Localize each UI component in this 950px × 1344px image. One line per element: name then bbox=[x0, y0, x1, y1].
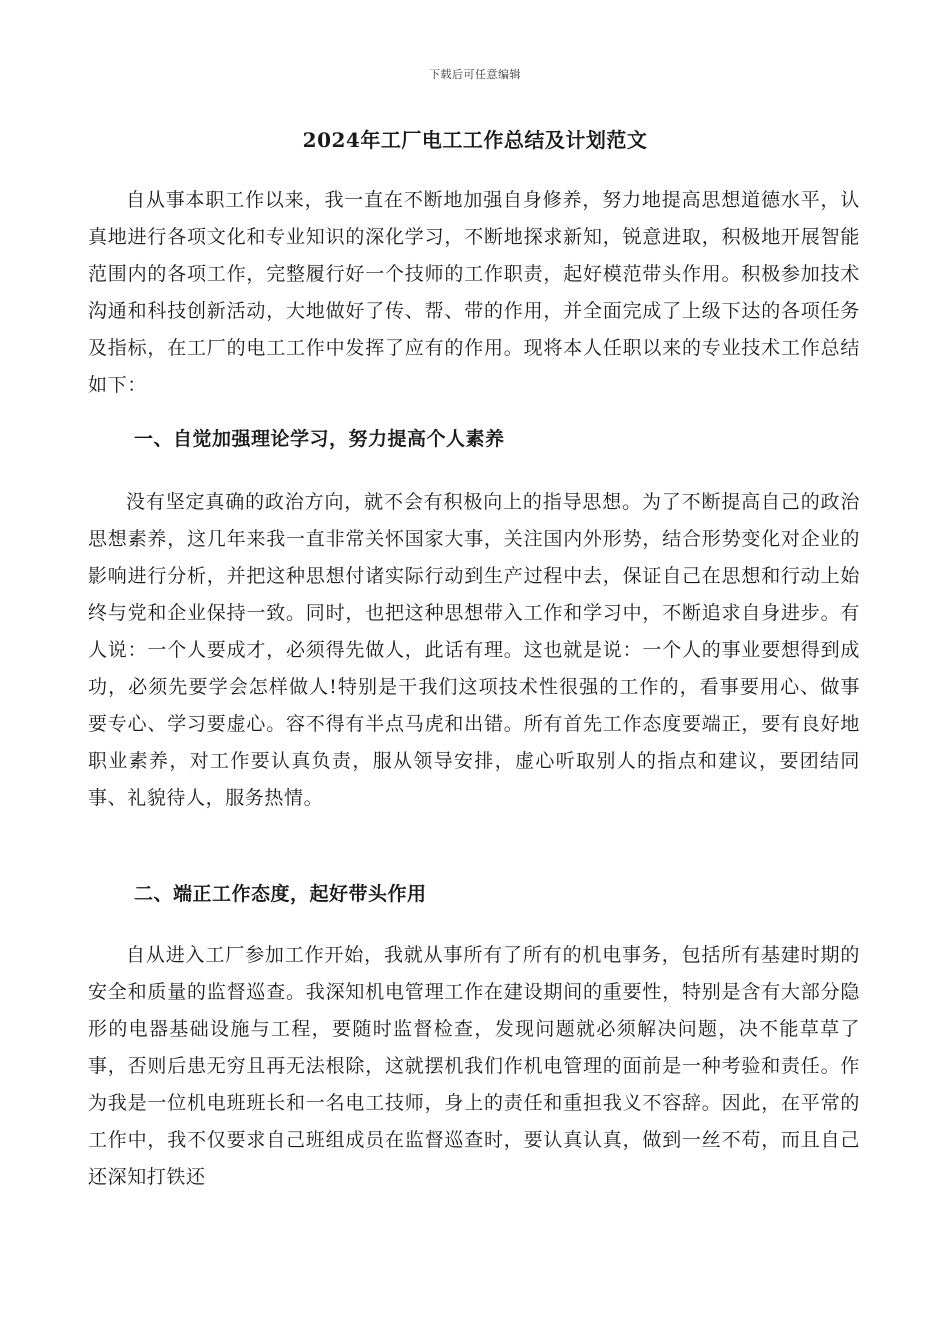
header-note: 下载后可任意编辑 bbox=[429, 68, 521, 81]
paragraph-section-1: 没有坚定真确的政治方向，就不会有积极向上的指导思想。为了不断提高自己的政治思想素养，这几年来我一直非常关怀国家大事，关注国内外形势，结合形势变化对企业的影响进行分析，并把这种思想付诸实际行动到生产过程中去，保证自己在思想和行动上始终与党和企业保持一致。同时，也把这种思想带入工作和学习中，不断追求自身进步。有人说：一个人要成才，必须得先做人，此话有理。这也就是说：一个人的事业要想得到成功，必须先要学会怎样做人!特别是干我们这项技术性很强的工作的，看事要用心、做事要专心、学习要虚心。容不得有半点马虎和出错。所有首先工作态度要端正，要有良好地职业素养，对工作要认真负责，服从领导安排，虚心听取别人的指点和建议，要团结同事、礼貌待人，服务热情。 bbox=[88, 491, 860, 809]
paragraph-section-2: 自从进入工厂参加工作开始，我就从事所有了所有的机电事务，包括所有基建时期的安全和质量的监督巡查。我深知机电管理工作在建设期间的重要性，特别是含有大部分隐形的电器基础设施与工程，要随时监督检查，发现问题就必须解决问题，决不能草草了事，否则后患无穷且再无法根除，这就摆机我们作机电管理的面前是一种考验和责任。作为我是一位机电班班长和一名电工技师，身上的责任和重担我义不容辞。因此，在平常的工作中，我不仅要求自己班组成员在监督巡查时，要认真认真，做到一丝不苟，而且自己还深知打铁还 bbox=[88, 944, 860, 1188]
section-heading-1: 一、自觉加强理论学习，努力提高个人素养 bbox=[134, 428, 505, 450]
paragraph-intro: 自从事本职工作以来，我一直在不断地加强自身修养，努力地提高思想道德水平，认真地进行各项文化和专业知识的深化学习，不断地探求新知，锐意进取，积极地开展智能范围内的各项工作，完整履行好一个技师的工作职责，起好模范带头作用。积极参加技术沟通和科技创新活动，大地做好了传、帮、带的作用，并全面完成了上级下达的各项任务及指标，在工厂的电工工作中发挥了应有的作用。现将本人任职以来的专业技术工作总结如下： bbox=[88, 189, 860, 396]
section-heading-2: 二、端正工作态度，起好带头作用 bbox=[134, 883, 427, 905]
document-title: 2024年工厂电工工作总结及计划范文 bbox=[302, 128, 648, 152]
